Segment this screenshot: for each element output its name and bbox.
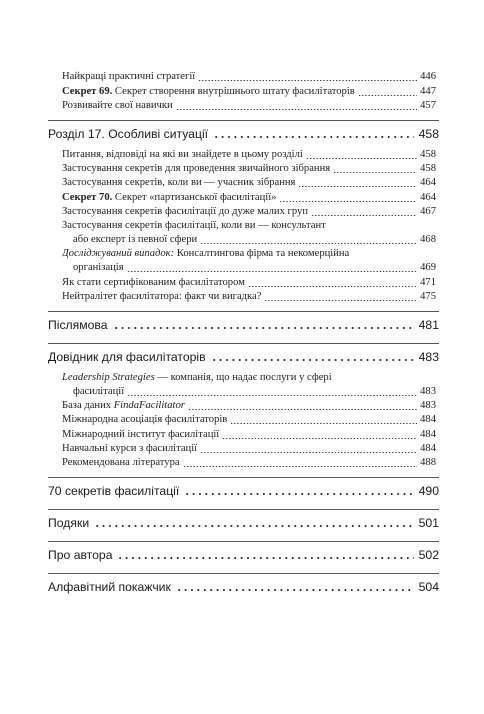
- dot-leader: [176, 109, 417, 110]
- toc-chapter-index[interactable]: [48, 580, 439, 594]
- dot-leader: [298, 186, 417, 187]
- dot-leader: [311, 215, 417, 216]
- dot-leader: [306, 158, 417, 159]
- toc-entry-page: 458: [420, 163, 436, 174]
- dot-leader: [264, 300, 417, 301]
- toc-entry-title: Розвивайте свої навички: [62, 100, 173, 111]
- toc-entry-title: [62, 192, 276, 204]
- dot-leader: [213, 136, 414, 138]
- toc-entry-page: 446: [420, 71, 436, 82]
- toc-entry-title: Застосування секретів, коли ви — учасник зібрання: [62, 177, 296, 188]
- divider: [48, 573, 439, 574]
- toc-entry[interactable]: [62, 192, 436, 204]
- dot-leader: [176, 589, 414, 591]
- toc-entry-title-cont: організація: [73, 262, 124, 273]
- toc-entry[interactable]: [62, 86, 436, 98]
- toc-entry-title: Застосування секретів для проведення звичайного зібрання: [62, 163, 331, 174]
- toc-entry-page: 483: [420, 386, 436, 397]
- dot-leader: [113, 327, 414, 329]
- toc-entry-page: 464: [420, 192, 436, 203]
- dot-leader: [211, 359, 414, 361]
- toc-entry-page: 458: [420, 149, 436, 160]
- toc-entry[interactable]: [62, 277, 436, 289]
- toc-entry[interactable]: [62, 414, 436, 426]
- toc-entry[interactable]: [62, 443, 436, 455]
- toc-entry-page: 464: [420, 177, 436, 188]
- dot-leader: [117, 557, 413, 559]
- toc-entry-title: Питання, відповіді на які ви знайдете в цьому розділі: [62, 149, 303, 160]
- toc-entry-page: 484: [420, 429, 436, 440]
- dot-leader: [358, 95, 417, 96]
- toc-entry-page: 471: [420, 277, 436, 288]
- chapter-title: 70 секретів фасилітації: [48, 484, 180, 498]
- toc-chapter-handbook[interactable]: [48, 350, 439, 364]
- toc-entry-page: 484: [420, 414, 436, 425]
- chapter-page: 483: [418, 350, 439, 364]
- toc-entry-line1[interactable]: [62, 372, 436, 384]
- toc-chapter-70-secrets[interactable]: [48, 484, 439, 498]
- divider: [48, 477, 439, 478]
- toc-entry-title-text: База даних: [62, 400, 114, 411]
- toc-entry-line2[interactable]: [73, 386, 436, 398]
- toc-entry-title: [62, 248, 349, 260]
- toc-entry-page: 488: [420, 457, 436, 468]
- chapter-page: 504: [418, 580, 439, 594]
- toc-entry-title: [62, 400, 185, 412]
- company-name: Leadership Strategies: [62, 372, 155, 383]
- toc-entry-page: 447: [420, 86, 436, 97]
- chapter-page: 501: [418, 516, 439, 530]
- dot-leader: [222, 438, 417, 439]
- toc-entry-page: 467: [420, 206, 436, 217]
- chapter-title: Післямова: [48, 318, 108, 332]
- dot-leader: [127, 395, 417, 396]
- toc-entry-line2[interactable]: [73, 234, 436, 246]
- toc-entry[interactable]: [62, 429, 436, 441]
- toc-entry-page: 483: [420, 400, 436, 411]
- dot-leader: [200, 452, 417, 453]
- toc-entry[interactable]: [62, 177, 436, 189]
- toc-entry-title: Міжнародна асоціація фасилітаторів: [62, 414, 228, 425]
- toc-entry-line1[interactable]: [62, 248, 436, 260]
- case-study-label: Досліджуваний випадок:: [62, 248, 175, 259]
- toc-entry-page: 484: [420, 443, 436, 454]
- toc-entry-title-text: Консалтингова фірма та некомерційна: [174, 248, 350, 259]
- toc-entry-title-cont: або експерт із певної сфери: [73, 234, 198, 245]
- divider: [48, 541, 439, 542]
- divider: [48, 120, 439, 121]
- toc-chapter-about-author[interactable]: [48, 548, 439, 562]
- dot-leader: [184, 493, 413, 495]
- toc-entry[interactable]: [62, 291, 436, 303]
- toc-entry-title: Навчальні курси з фасилітації: [62, 443, 198, 454]
- dot-leader: [127, 271, 417, 272]
- dot-leader: [94, 525, 414, 527]
- toc-entry[interactable]: [62, 163, 436, 175]
- toc-entry-title: Найкращі практичні стратегії: [62, 71, 196, 82]
- dot-leader: [200, 243, 417, 244]
- toc-entry-title: Міжнародний інститут фасилітації: [62, 429, 220, 440]
- toc-chapter-afterword[interactable]: [48, 318, 439, 332]
- toc-entry-title: Застосування секретів фасилітації, коли ви — консультант: [62, 220, 326, 231]
- toc-entry-title-text: Секрет створення внутрішнього штату фасилітаторів: [112, 86, 355, 97]
- toc-entry-page: 475: [420, 291, 436, 302]
- chapter-page: 490: [418, 484, 439, 498]
- database-name: FindaFacilitator: [113, 400, 185, 411]
- toc-entry-page: 469: [420, 262, 436, 273]
- dot-leader: [183, 466, 418, 467]
- dot-leader: [188, 409, 417, 410]
- toc-entry-page: 468: [420, 234, 436, 245]
- toc-entry[interactable]: [62, 400, 436, 412]
- chapter-page: 458: [418, 127, 439, 141]
- divider: [48, 343, 439, 344]
- toc-entry[interactable]: [62, 457, 436, 469]
- dot-leader: [230, 423, 417, 424]
- chapter-title: Алфавітний покажчик: [48, 580, 171, 594]
- toc-entry-page: 457: [420, 100, 436, 111]
- toc-chapter-acknowledgements[interactable]: [48, 516, 439, 530]
- dot-leader: [333, 172, 417, 173]
- divider: [48, 311, 439, 312]
- chapter-title: Довідник для фасилітаторів: [48, 350, 206, 364]
- dot-leader: [279, 201, 417, 202]
- toc-entry-line1[interactable]: [62, 220, 436, 232]
- secret-number: Секрет 69.: [62, 86, 113, 97]
- toc-chapter-17[interactable]: [48, 127, 439, 141]
- toc-entry-line2[interactable]: [73, 262, 436, 274]
- chapter-title: Про автора: [48, 548, 113, 562]
- toc-entry-title: [62, 86, 355, 98]
- toc-entry-title-cont: фасилітації: [73, 386, 125, 397]
- toc-entry-title: Як стати сертифікованим фасилітатором: [62, 277, 245, 288]
- toc-entry-title-text: — компанія, що надає послуги у сфері: [154, 372, 332, 383]
- toc-entry[interactable]: [62, 149, 436, 161]
- toc-entry[interactable]: [62, 206, 436, 218]
- toc-entry-title: [62, 372, 332, 384]
- toc-entry-title: Нейтралітет фасилітатора: факт чи вигадка?: [62, 291, 262, 302]
- chapter-page: 481: [418, 318, 439, 332]
- toc-entry-title: Рекомендована література: [62, 457, 180, 468]
- dot-leader: [248, 286, 417, 287]
- chapter-page: 502: [418, 548, 439, 562]
- dot-leader: [198, 80, 417, 81]
- chapter-title: Подяки: [48, 516, 90, 530]
- toc-entry[interactable]: [62, 100, 436, 112]
- toc-entry[interactable]: [62, 71, 436, 83]
- divider: [48, 509, 439, 510]
- secret-number: Секрет 70.: [62, 192, 113, 203]
- chapter-title: Розділ 17. Особливі ситуації: [48, 127, 209, 141]
- toc-entry-title-text: Секрет «партизанської фасилітації»: [112, 192, 277, 203]
- toc-entry-title: Застосування секретів фасилітації до дуже малих груп: [62, 206, 308, 217]
